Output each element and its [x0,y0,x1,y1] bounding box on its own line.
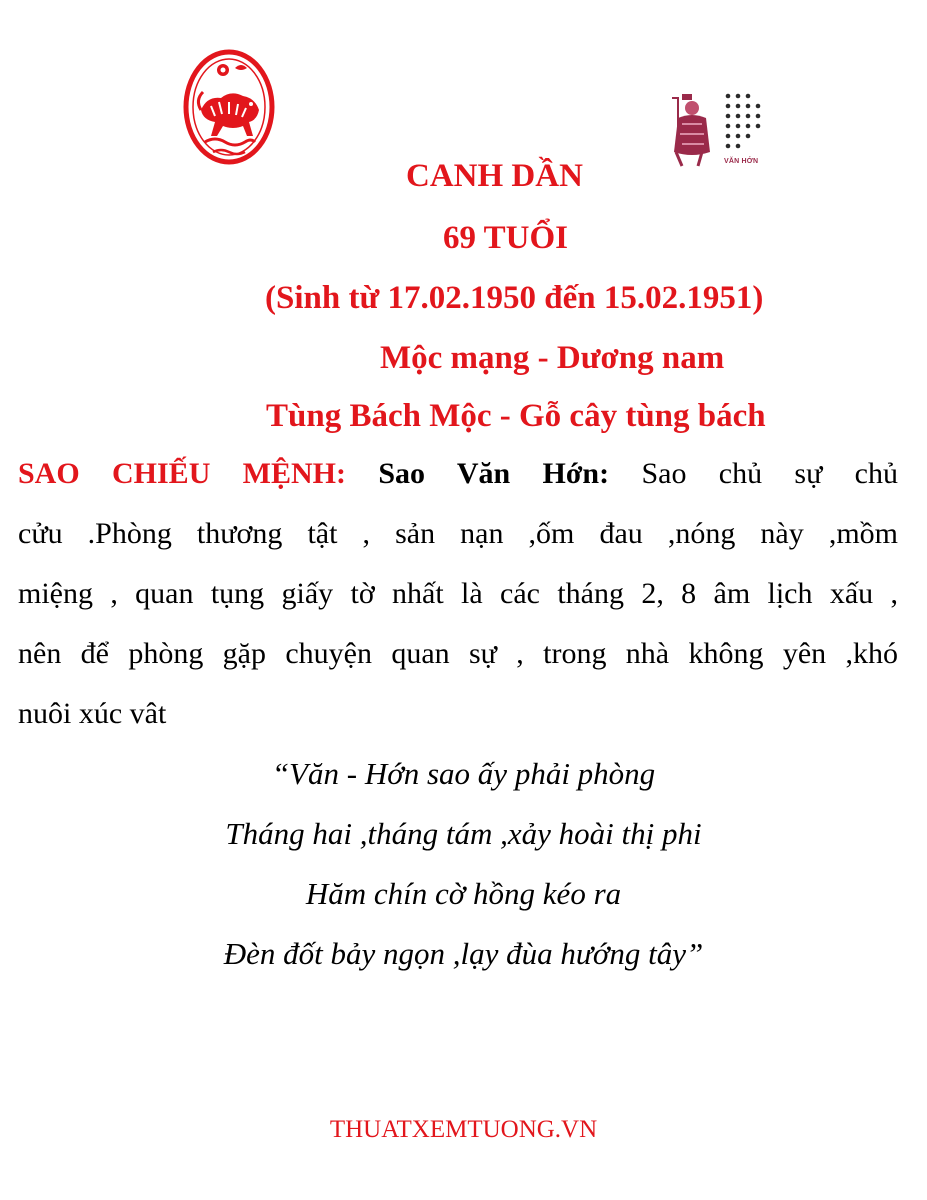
poem-line-1: “Văn - Hớn sao ấy phải phòng [271,756,656,791]
star-name: Sao Văn Hớn: [378,457,610,490]
poem-line-3: Hăm chín cờ hồng kéo ra [305,876,622,911]
element-desc: Tùng Bách Mộc - Gỗ cây tùng bách [266,398,766,434]
age-line: 69 TUỔI [443,220,569,256]
body-line-5: nuôi xúc vât [18,697,167,730]
footer-site: THUATXEMTUONG.VN [329,1116,598,1143]
body-line-3: miệng , quan tụng giấy tờ nhất là các tháng 2, 8 âm lịch xấu , [18,577,898,610]
birth-range: (Sinh từ 17.02.1950 đến 15.02.1951) [265,280,764,316]
star-logo-label: VĂN HỚN [724,158,759,165]
lead-label: SAO CHIẾU MỆNH: [18,457,347,490]
tiger-seal-icon [183,48,275,166]
poem-line-2: Tháng hai ,tháng tám ,xảy hoài thị phi [225,816,702,851]
body-line-1-tail: Sao chủ sự chủ [641,457,898,490]
element-line: Mộc mạng - Dương nam [380,340,725,376]
poem-line-4: Đèn đốt bảy ngọn ,lạy đùa hướng tây” [223,936,704,971]
page-title: CANH DẦN [406,158,583,194]
body-paragraph [18,444,898,744]
body-line-2: cửu .Phòng thương tật , sản nạn ,ốm đau ,nóng này ,mồm [18,517,898,550]
body-line-4: nên để phòng gặp chuyện quan sự , trong nhà không yên ,khó [18,637,898,670]
body-line-1 [18,444,898,504]
star-deity-icon [668,88,768,174]
